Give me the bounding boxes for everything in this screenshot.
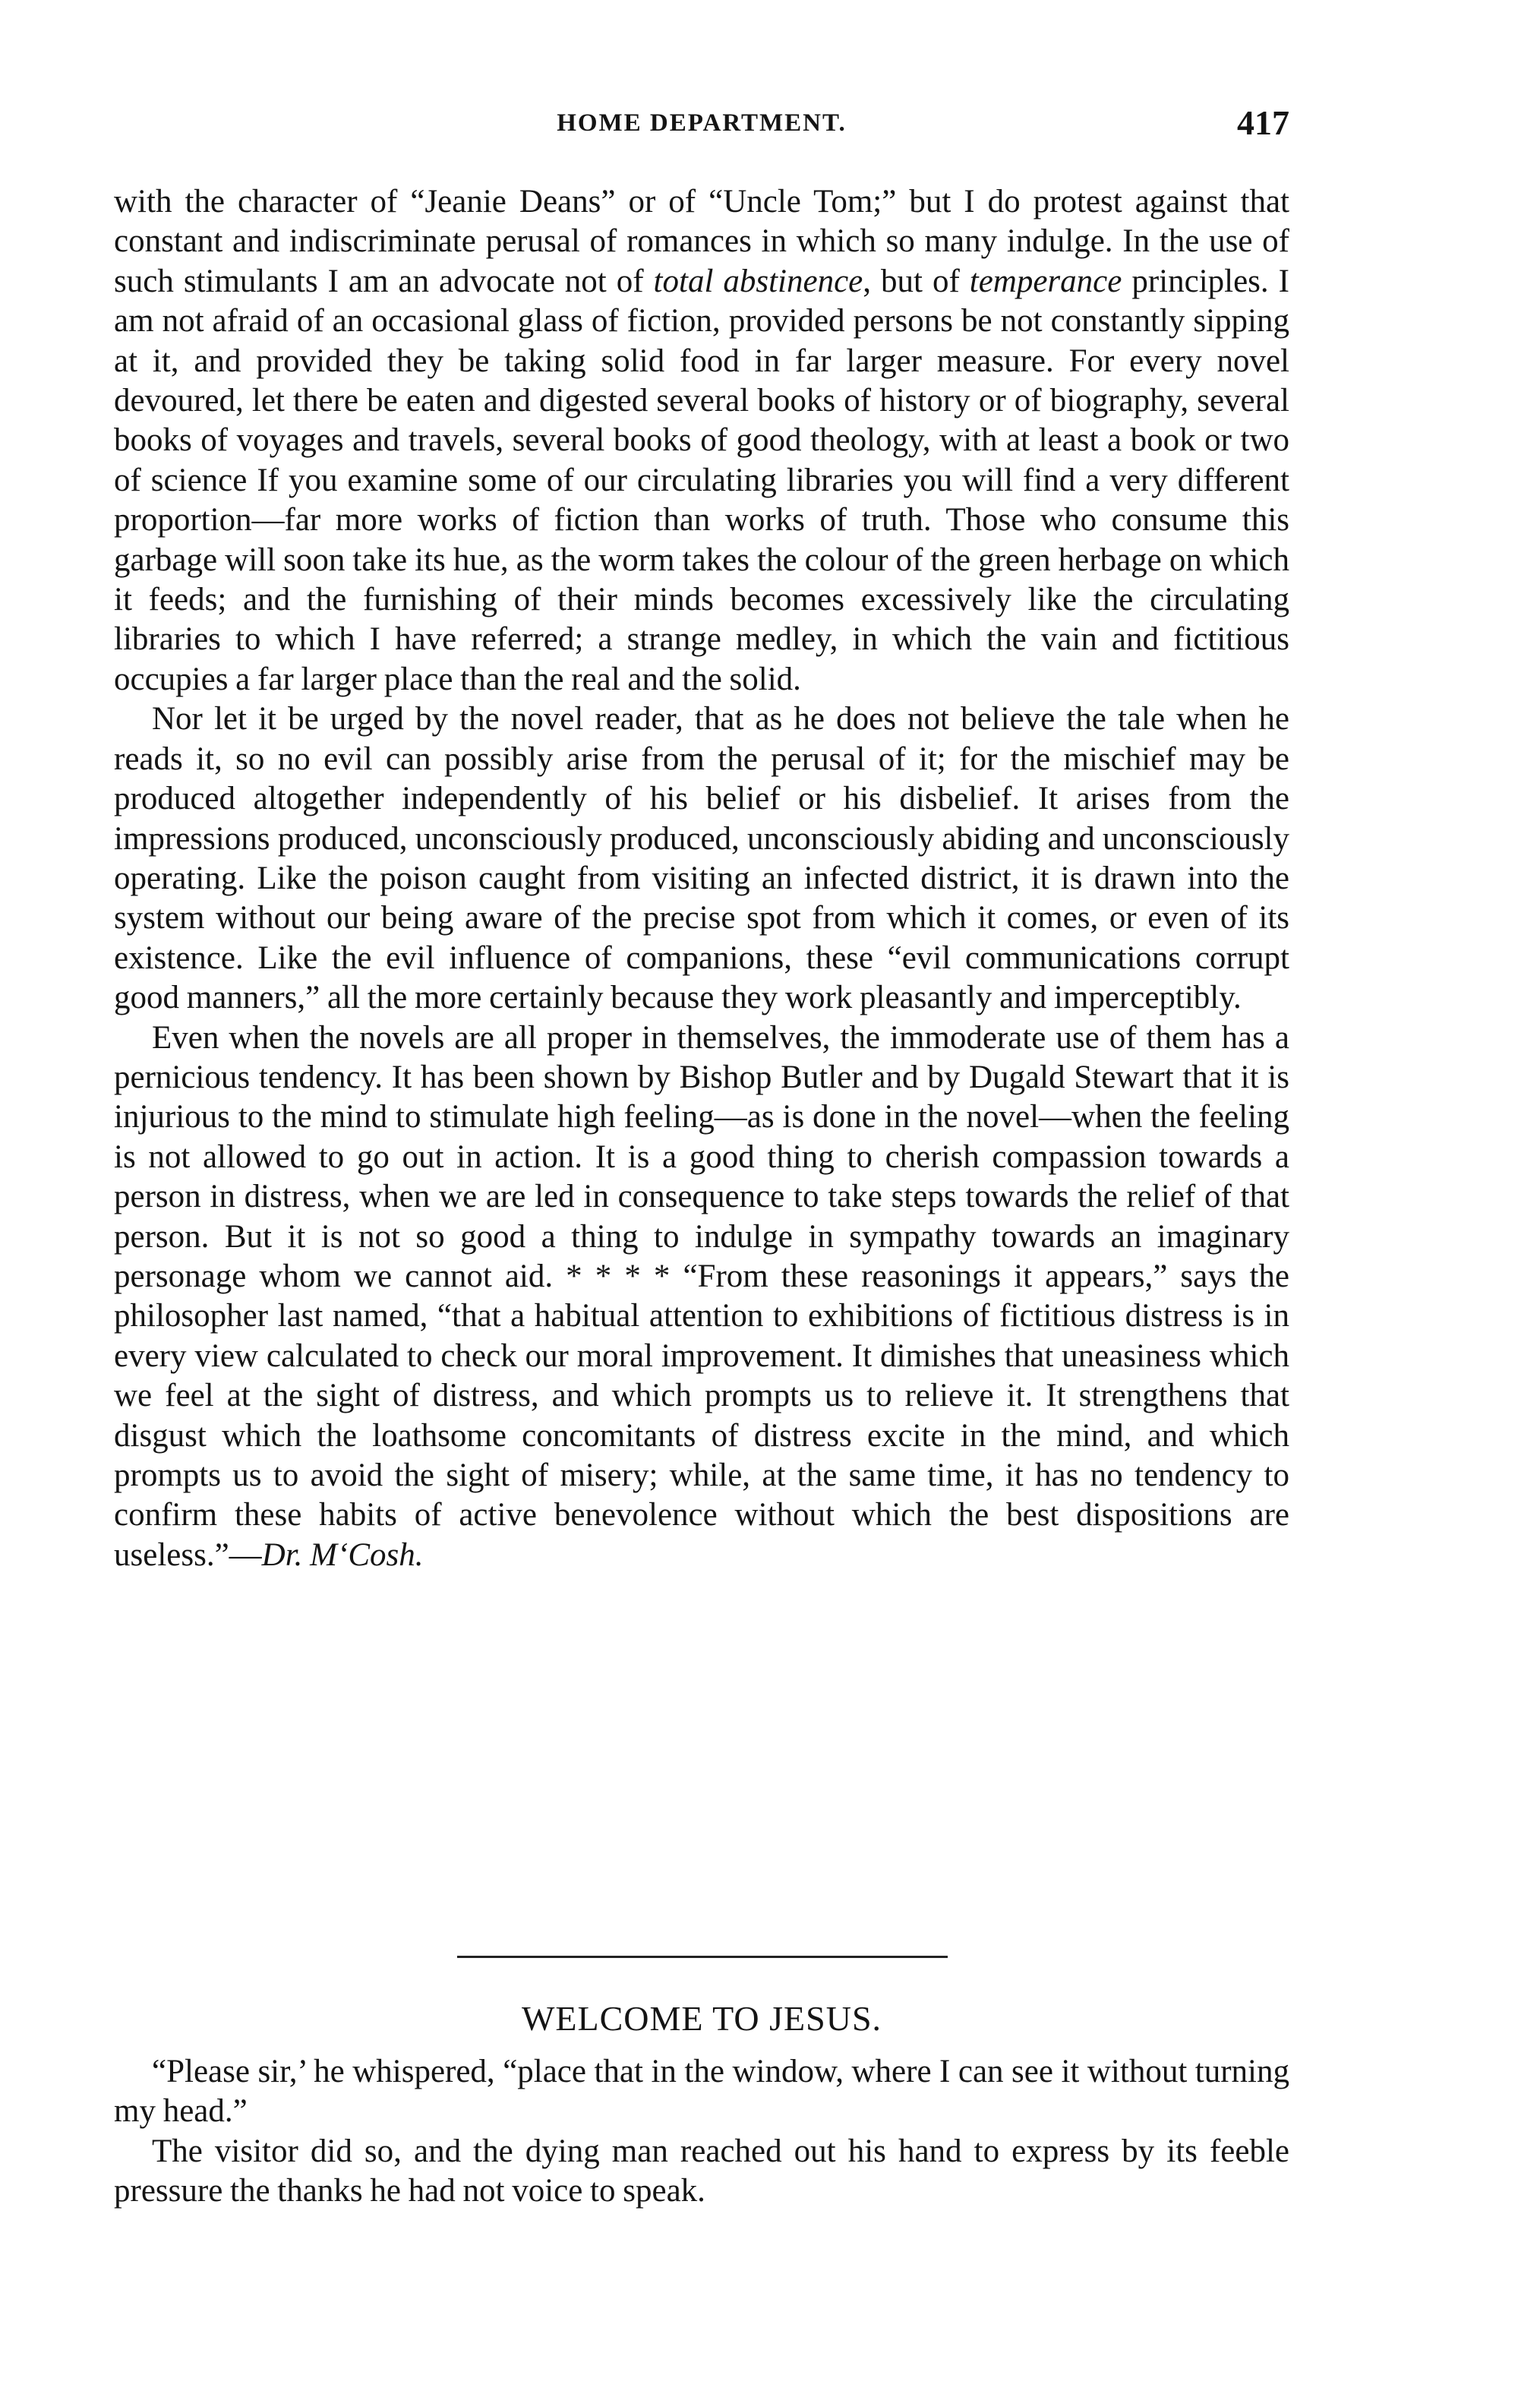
- emphasis-total-abstinence: total abstinence: [653, 263, 863, 299]
- attribution: Dr. M‘Cosh.: [261, 1536, 424, 1573]
- article-body: [114, 182, 1289, 1575]
- running-title: HOME DEPARTMENT.: [557, 109, 847, 137]
- paragraph-1: [114, 182, 1289, 700]
- welcome-paragraph-2: The visitor did so, and the dying man reached out his hand to express by its feeble pressure the thanks he had not voice to speak.: [114, 2133, 1289, 2209]
- paragraph-1-text-b: , but of: [863, 263, 970, 299]
- page-number: 417: [1237, 103, 1289, 142]
- running-head: [114, 100, 1289, 146]
- paragraph-3-text: Even when the novels are all proper in themselves, the immoderate use of them has a pernicious tendency. It has been shown by Bishop Butler and by Dugald Stewart that it is injurious to the mind to stimulate high feeling—as is done in the novel—when the feeling is not allowed to go out in action. It is a good thing to cherish compassion towards a person in distress, when we are led in consequence to take steps towards the relief of that person. But it is not so good a thing to indulge in sympathy towards an imaginary personage whom we cannot aid. * * * * “From these reasonings it appears,” says the philosopher last named, “that a habitual attention to exhibitions of fictitious distress is in every view calculated to check our moral improvement. It dimishes that uneasiness which we feel at the sight of distress, and which prompts us to relieve it. It strengthens that disgust which the loathsome concomitants of distress excite in the mind, and which prompts us to avoid the sight of misery; while, at the same time, it has no tendency to confirm these habits of active benevolence without which the best dispositions are useless.”—: [114, 1019, 1289, 1573]
- section-heading: WELCOME TO JESUS.: [521, 1999, 882, 2038]
- paragraph-2: Nor let it be urged by the novel reader, that as he does not believe the tale when he reads it, so no evil can possibly arise from the perusal of it; for the mischief may be produced altogether independently of his belief or his disbelief. It arises from the impressions produced, unconsciously produced, unconsciously abiding and unconsciously operating. Like the poison caught from visiting an infected district, it is drawn into the system without our being aware of the precise spot from which it comes, or even of its existence. Like the evil influence of companions, these “evil communications corrupt good manners,” all the more certainly because they work pleasantly and imperceptibly.: [114, 701, 1289, 1016]
- section-divider: [457, 1956, 948, 1958]
- welcome-paragraph-1: “Please sir,’ he whispered, “place that in the window, where I can see it without turning my head.”: [114, 2054, 1289, 2130]
- paragraph-3: [114, 1018, 1289, 1576]
- paragraph-1-text-c: principles. I am not afraid of an occasional glass of fiction, provided persons be not constantly sipping at it, and provided they be taking solid food in far larger measure. For every novel devoured, let there be eaten and digested several books of history or of biography, several books of voyages and travels, several books of good theology, with at least a book or two of science If you examine some of our circulating libraries you will find a very different proportion—far more works of fiction than works of truth. Those who consume this garbage will soon take its hue, as the worm takes the colour of the green herbage on which it feeds; and the furnishing of their minds becomes excessively like the circulating libraries to which I have referred; a strange medley, in which the vain and fictitious occupies a far larger place than the real and the solid.: [114, 263, 1289, 697]
- welcome-body: [114, 2052, 1289, 2212]
- emphasis-temperance: temperance: [969, 263, 1122, 299]
- paragraph-1-text-a: with the character of “Jeanie Deans” or of “Uncle Tom;” but I do protest against that constant and indiscriminate perusal of romances in which so many indulge. In the use of such stimulants I am an advocate not of: [114, 184, 1289, 299]
